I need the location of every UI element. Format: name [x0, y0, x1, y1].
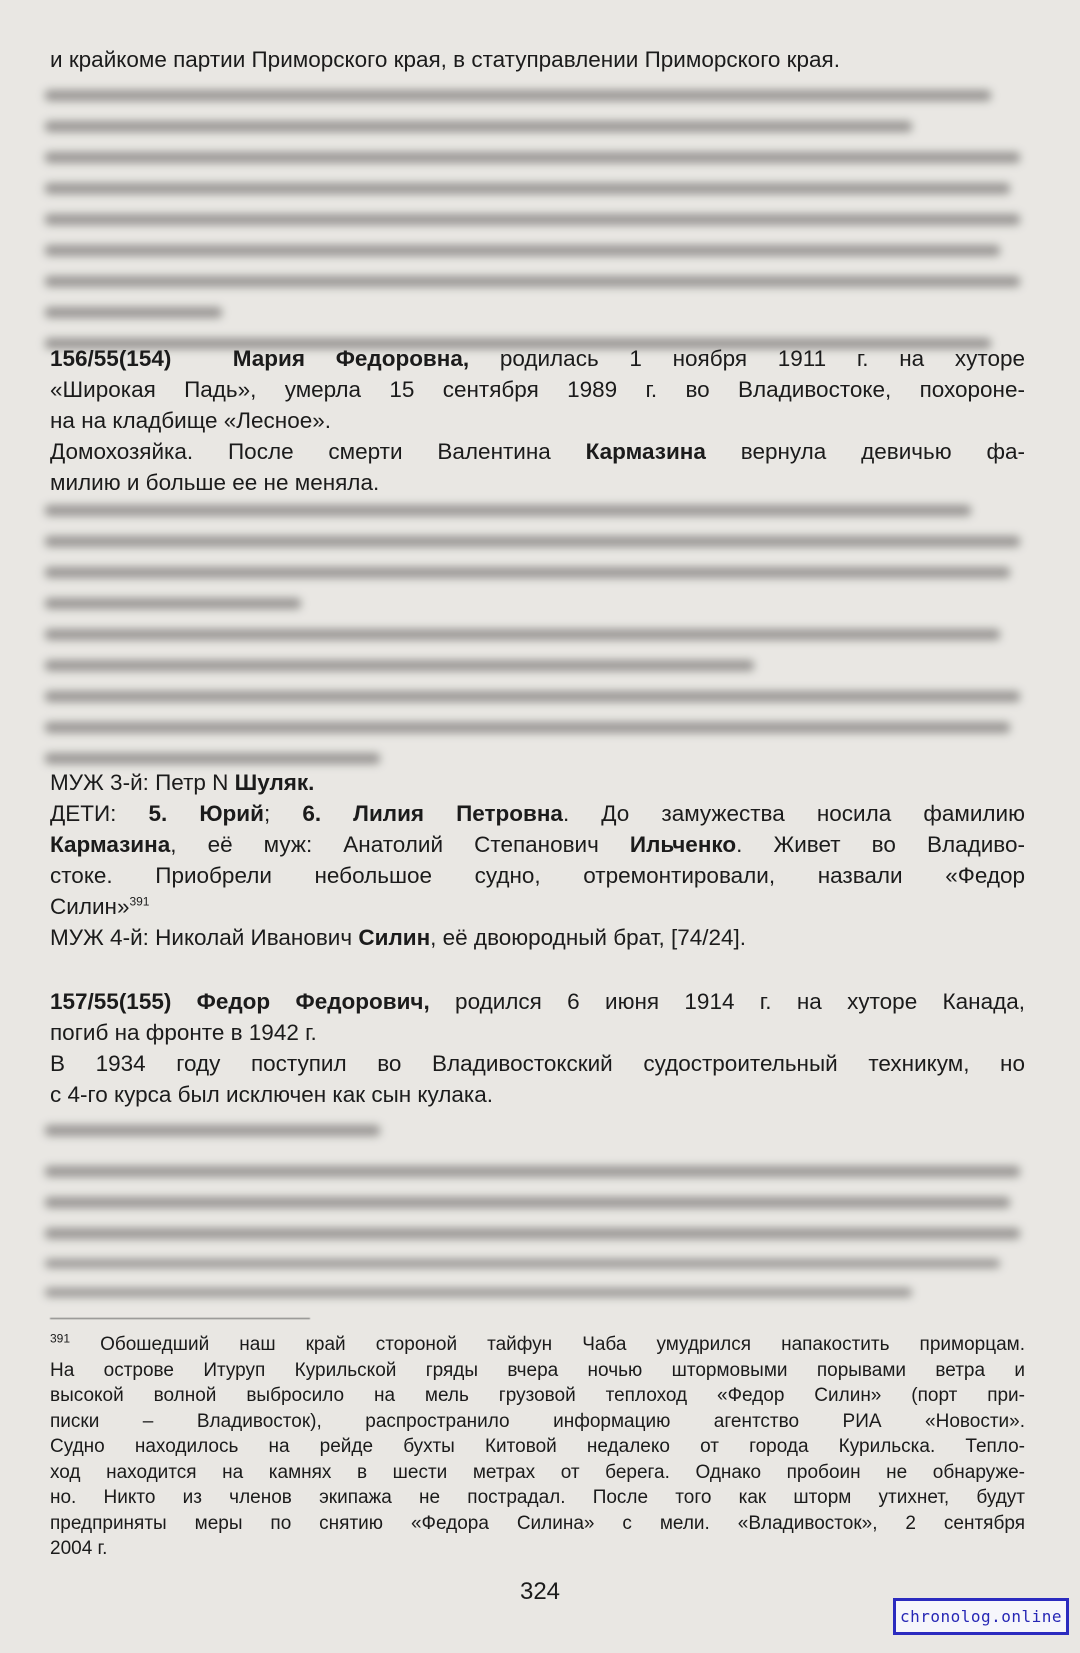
children-separator: ; [263, 801, 303, 826]
children-text-4: Силин» [50, 894, 130, 919]
entry-156-text: родилась 1 ноября 1911 г. на хуторе [469, 346, 1025, 371]
top-line: и крайкоме партии Приморского края, в статуправлении Приморского края. [50, 47, 840, 72]
husband-3-name: Шуляк. [234, 770, 315, 795]
footnote-number: 391 [50, 1332, 71, 1346]
entry-156-bio-line-2: милию и больше ее не меняла. [50, 470, 380, 495]
husband-4-name: Силин [358, 925, 431, 950]
footnote-line-7: но. Никто из членов экипажа не пострадал. После того как шторм утихнет, будут [50, 1487, 1025, 1508]
family-block [50, 767, 1025, 953]
entry-157-text: родился 6 июня 1914 г. на хуторе Канада, [429, 989, 1025, 1014]
footnote-line-1: Обошедший наш край стороной тайфун Чаба умудрился напакостить приморцам. [70, 1334, 1025, 1355]
footnote-divider [50, 1318, 310, 1319]
footnote-391 [50, 1332, 1025, 1562]
husband-4 [50, 922, 1025, 953]
footnote-line-9: 2004 г. [50, 1538, 108, 1559]
footnote-line-2: На острове Итуруп Курильской гряды вчера ночью штормовыми порывами ветра и [50, 1359, 1025, 1381]
children-text-3: . Живет во Владиво- [736, 832, 1025, 857]
footnote-line-6: ход находится на камнях в шести метрах от берега. Однако пробоин не обнаруже- [50, 1461, 1025, 1483]
entry-156 [50, 343, 1025, 498]
entry-156-bio: Домохозяйка. После смерти Валентина [50, 439, 586, 464]
children-line-1 [50, 798, 1025, 829]
page-number: 324 [519, 1578, 561, 1605]
blurred-text-block-1 [45, 90, 1030, 369]
child-6: 6. Лилия Петровна [302, 801, 563, 826]
entry-156-id: 156/55(154) [50, 346, 172, 371]
child-6-maiden-name: Кармазина [50, 832, 171, 857]
footnote-line-5: Судно находилось на рейде бухты Китовой недалеко от города Курильска. Тепло- [50, 1436, 1025, 1457]
children-line-2 [50, 829, 1025, 860]
entry-156-line-2: «Широкая Падь», умерла 15 сентября 1989 г. во Владивостоке, похороне- [50, 377, 1025, 402]
husband-3 [50, 767, 1025, 798]
entry-156-surname: Кармазина [585, 439, 706, 464]
entry-156-name: Мария Федоровна, [232, 346, 470, 371]
children-line-3: стоке. Приобрели небольшое судно, отремонтировали, назвали «Федор [50, 863, 1025, 888]
child-6-husband-surname: Ильченко [629, 832, 737, 857]
children-text: . До замужества носила фамилию [562, 801, 1025, 826]
child-5: 5. Юрий [148, 801, 264, 826]
husband-4-text: , её двоюродный брат, [74/24]. [430, 925, 747, 950]
watermark-logo[interactable] [893, 1598, 1069, 1635]
husband-3-label: МУЖ 3-й: Петр N [50, 770, 235, 795]
footnote-line-8: предприняты меры по снятию «Федора Силина» с мели. «Владивосток», 2 сентября [50, 1512, 1025, 1534]
entry-157-id-name: 157/55(155) Федор Федорович, [50, 989, 430, 1014]
entry-157 [50, 986, 1025, 1110]
top-text [50, 44, 1025, 75]
blurred-text-block-3 [45, 1125, 1030, 1317]
children-text-2: , её муж: Анатолий Степанович [170, 832, 630, 857]
watermark-text: chronolog.online [899, 1607, 1063, 1626]
entry-157-line-2: погиб на фронте в 1942 г. [50, 1020, 317, 1045]
footnote-ref-391: 391 [129, 894, 150, 909]
footnote-line-4: писки – Владивосток), распространило информацию агентство РИА «Новости». [50, 1410, 1025, 1432]
entry-156-line-3: на на кладбище «Лесное». [50, 408, 331, 433]
footnote-line-3: высокой волной выбросило на мель грузовой теплоход «Федор Силин» (порт при- [50, 1385, 1025, 1406]
husband-4-label: МУЖ 4-й: Николай Иванович [50, 925, 359, 950]
entry-156-bio-end: вернула девичью фа- [705, 439, 1025, 464]
children-label: ДЕТИ: [50, 801, 149, 826]
entry-157-bio-line-2: с 4-го курса был исключен как сын кулака. [50, 1082, 494, 1107]
blurred-text-block-2 [45, 505, 1030, 784]
children-line-4 [50, 891, 1025, 922]
entry-157-bio-line-1: В 1934 году поступил во Владивостокский судостроительный техникум, но [50, 1051, 1025, 1076]
